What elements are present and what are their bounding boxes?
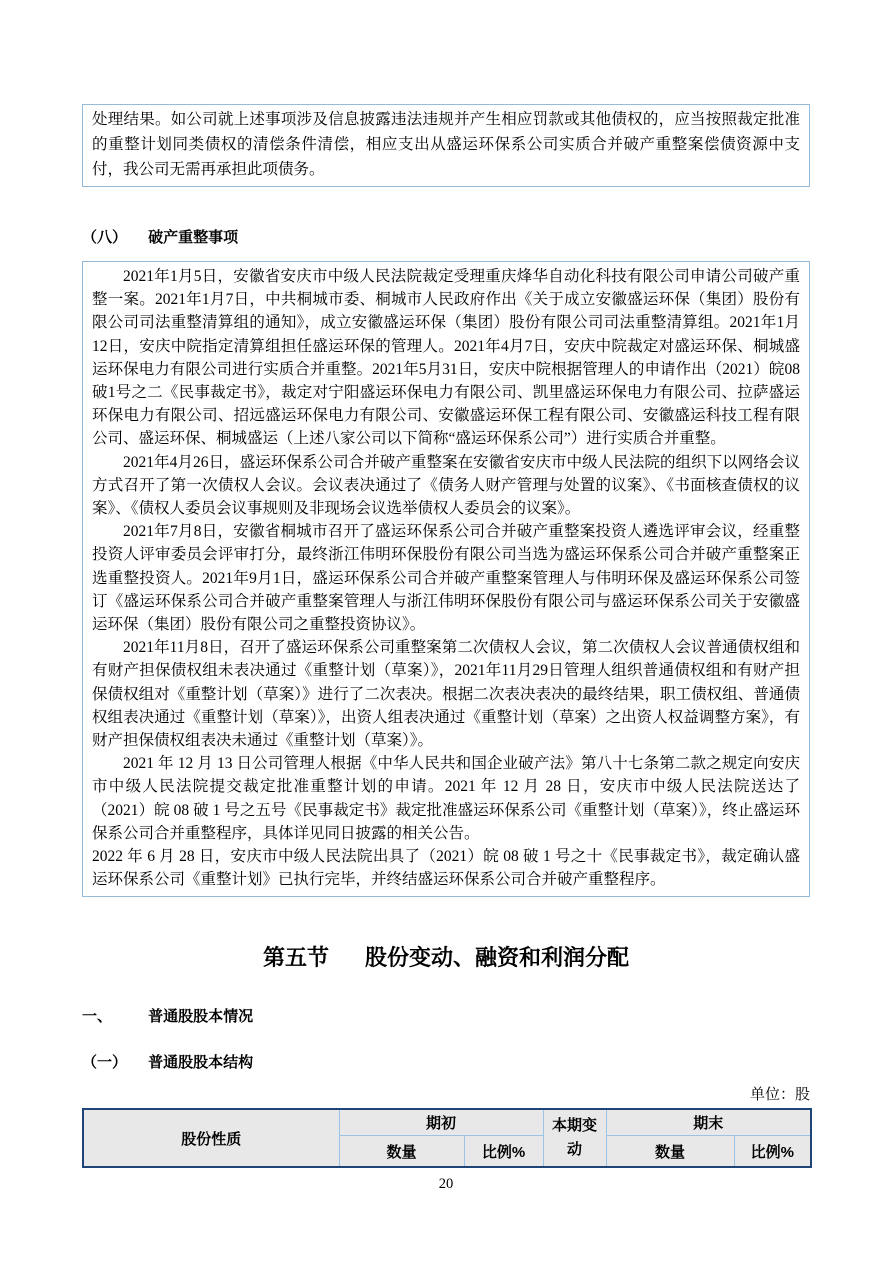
bankruptcy-paragraph: 2021 年 12 月 13 日公司管理人根据《中华人民共和国企业破产法》第八十七条第二款之规定向安庆市中级人民法院提交裁定批准重整计划的申请。2021 年 12 月 28 日，安庆市中级人民法院送达了（2021）皖 08 破 1 号之五号《民事裁定书》裁定批准盛运环保系公司《重整计划（草案）》，终止盛运环保系公司合并重整程序，具体详见同日披露的相关公告。 bbox=[92, 755, 800, 842]
table-header-row-1 bbox=[83, 1109, 811, 1136]
bankruptcy-paragraph: 2021年7月8日，安徽省桐城市召开了盛运环保系公司合并破产重整案投资人遴选评审会议，经重整投资人评审委员会评审打分，最终浙江伟明环保股份有限公司当选为盛运环保系公司合并破产重整案正选重整投资人。2021年9月1日，盛运环保系公司合并破产重整案管理人与伟明环保及盛运环保系公司签订《盛运环保系公司合并破产重整案管理人与浙江伟明环保股份有限公司与盛运环保系公司关于安徽盛运环保（集团）股份有限公司之重整投资协议》。 bbox=[92, 523, 800, 634]
share-capital-heading bbox=[82, 1007, 810, 1027]
page-content bbox=[82, 0, 810, 1193]
bankruptcy-paragraph: 2022 年 6 月 28 日，安庆市中级人民法院出具了（2021）皖 08 破 1 号之十《民事裁定书》，裁定确认盛运环保系公司《重整计划》已执行完毕，并终结盛运环保系公司合并破产重整程序。 bbox=[92, 848, 800, 889]
unit-label: 单位：股 bbox=[749, 1087, 810, 1104]
share-structure-heading-number: （一） bbox=[82, 1054, 128, 1072]
page-number: 20 bbox=[438, 1175, 454, 1192]
bankruptcy-section-number: （八） bbox=[82, 229, 128, 246]
chapter-title-text: 股份变动、融资和利润分配 bbox=[365, 945, 630, 971]
handling-result-notice-box bbox=[82, 104, 810, 187]
header-ending: 期末 bbox=[606, 1109, 811, 1136]
share-structure-table bbox=[82, 1108, 812, 1168]
bankruptcy-paragraph: 2021年1月5日，安徽省安庆市中级人民法院裁定受理重庆烽华自动化科技有限公司申请公司破产重整一案。2021年1月7日，中共桐城市委、桐城市人民政府作出《关于成立安徽盛运环保（集团）股份有限公司司法重整清算组的通知》，成立安徽盛运环保（集团）股份有限公司司法重整清算组。2021年1月12日，安庆中院指定清算组担任盛运环保的管理人。2021年4月7日，安庆中院裁定对盛运环保、桐城盛运环保电力有限公司进行实质合并重整。2021年5月31日，安庆中院根据管理人的申请作出（2021）皖08破1号之二《民事裁定书》，裁定对宁阳盛运环保电力有限公司、凯里盛运环保电力有限公司、拉萨盛运环保电力有限公司、招远盛运环保电力有限公司、安徽盛运环保工程有限公司、安徽盛运科技工程有限公司、盛运环保、桐城盛运（上述八家公司以下简称“盛运环保系公司”）进行实质合并重整。 bbox=[92, 268, 800, 448]
share-structure-heading-title: 普通股股本结构 bbox=[148, 1054, 254, 1072]
chapter-label: 第五节 bbox=[262, 945, 329, 971]
bankruptcy-section-heading bbox=[82, 228, 810, 248]
handling-result-text: 处理结果。如公司就上述事项涉及信息披露违法违规并产生相应罚款或其他债权的，应当按照裁定批准的重整计划同类债权的清偿条件清偿，相应支出从盛运环保系公司实质合并破产重整案偿债资源中支付，我公司无需再承担此项债务。 bbox=[92, 111, 800, 178]
share-structure-heading bbox=[82, 1053, 810, 1073]
header-beginning: 期初 bbox=[339, 1109, 543, 1136]
bankruptcy-details-box bbox=[82, 261, 810, 897]
bankruptcy-paragraph: 2021年11月8日，召开了盛运环保系公司重整案第二次债权人会议，第二次债权人会议普通债权组和有财产担保债权组未表决通过《重整计划（草案）》，2021年11月29日管理人组织普通债权组和有财产担保债权组对《重整计划（草案）》进行了二次表决。根据二次表决表决的最终结果，职工债权组、普通债权组表决通过《重整计划（草案）》，出资人组表决通过《重整计划（草案）之出资人权益调整方案》，有财产担保债权组表决未通过《重整计划（草案）》。 bbox=[92, 639, 800, 750]
chapter-title bbox=[82, 943, 810, 973]
header-ending-quantity: 数量 bbox=[606, 1136, 734, 1167]
share-capital-heading-number: 一、 bbox=[82, 1008, 113, 1026]
header-period-change: 本期变动 bbox=[543, 1109, 606, 1167]
bankruptcy-section-title: 破产重整事项 bbox=[148, 229, 239, 246]
header-beginning-ratio: 比例% bbox=[464, 1136, 543, 1167]
bankruptcy-paragraph: 2021年4月26日，盛运环保系公司合并破产重整案在安徽省安庆市中级人民法院的组织下以网络会议方式召开了第一次债权人会议。会议表决通过了《债务人财产管理与处置的议案》、《书面核查债权的议案》、《债权人委员会议事规则及非现场会议选举债权人委员会的议案》。 bbox=[92, 453, 800, 518]
header-share-type: 股份性质 bbox=[83, 1109, 339, 1167]
header-ending-ratio: 比例% bbox=[734, 1136, 811, 1167]
share-capital-heading-title: 普通股股本情况 bbox=[148, 1008, 254, 1026]
header-beginning-quantity: 数量 bbox=[339, 1136, 464, 1167]
